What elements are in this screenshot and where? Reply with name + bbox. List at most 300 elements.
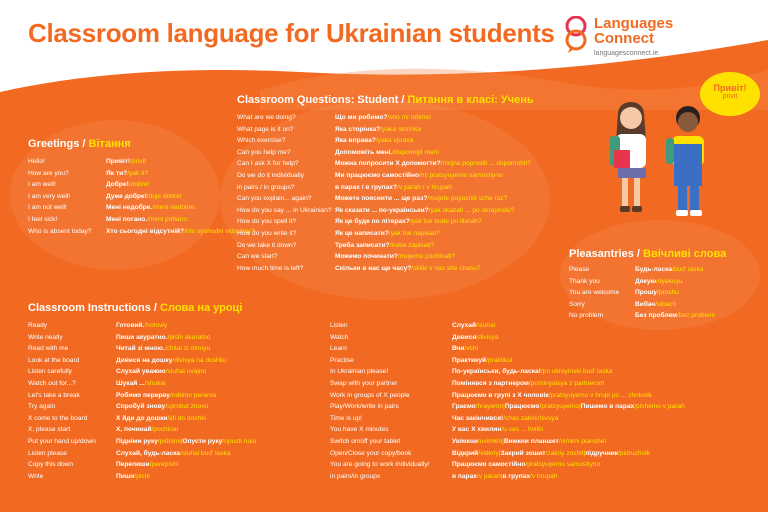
ukrainian-phrase: Яка сторінка? bbox=[335, 125, 381, 133]
ukrainian-phrase: Опусти руку bbox=[182, 437, 223, 445]
separator: / bbox=[134, 472, 137, 480]
transliteration: v parah bbox=[478, 472, 501, 480]
english-phrase: Listen carefully bbox=[28, 368, 72, 376]
ukrainian-phrase: Працюємо в групі з Х чоловік bbox=[452, 391, 549, 399]
transliteration: sluhai bud' laska bbox=[181, 449, 231, 457]
ukrainian-phrase: Як це написати? bbox=[335, 229, 389, 237]
girl-figure bbox=[610, 102, 646, 212]
separator: / bbox=[464, 345, 467, 353]
transliteration: duje dobre! bbox=[148, 192, 182, 200]
separator: / bbox=[501, 426, 504, 434]
transliteration: idi do doshki bbox=[169, 414, 206, 422]
english-phrase: Time is up! bbox=[330, 414, 362, 422]
transliteration: pidnimi bbox=[159, 437, 181, 445]
transliteration: pidruchnik bbox=[619, 449, 650, 457]
separator: / bbox=[130, 158, 132, 165]
transliteration: vimkni planshet bbox=[560, 437, 607, 445]
separator: / bbox=[392, 148, 395, 156]
english-phrase: Write neatly bbox=[28, 333, 63, 341]
transliteration: chas zakinchivsya bbox=[505, 414, 559, 422]
english-phrase: Put your hand up/down bbox=[28, 437, 96, 445]
ukrainian-phrase: Треба записати? bbox=[335, 241, 390, 249]
list-item bbox=[28, 343, 328, 355]
english-phrase: Which exercise? bbox=[237, 137, 286, 145]
english-phrase: Switch on/off your tablet bbox=[330, 437, 401, 445]
english-phrase: X come to the board bbox=[28, 414, 88, 422]
instructions-list-right bbox=[330, 320, 760, 482]
list-item bbox=[237, 263, 577, 275]
transliteration: hrayemo bbox=[477, 403, 504, 411]
ukrainian-phrase: Можете пояснити ... ще раз? bbox=[335, 195, 428, 203]
list-item bbox=[28, 202, 233, 214]
separator: / bbox=[618, 449, 620, 457]
separator: / bbox=[387, 114, 390, 121]
list-item bbox=[28, 156, 233, 168]
separator: / bbox=[548, 391, 551, 399]
transliteration: yak ti? bbox=[129, 169, 149, 177]
english-phrase: Learn bbox=[330, 345, 347, 353]
english-phrase: Sorry bbox=[569, 300, 585, 308]
list-item bbox=[237, 158, 577, 170]
ukrainian-phrase: Прошу bbox=[635, 289, 657, 297]
ukrainian-phrase: Скільки в нас ще часу? bbox=[335, 264, 412, 272]
transliteration: pishemo v parah bbox=[636, 403, 685, 411]
separator: / bbox=[127, 169, 130, 177]
transliteration: mojna poprositi ... dopomohti? bbox=[442, 160, 531, 168]
separator: / bbox=[656, 289, 659, 297]
separator: / bbox=[164, 345, 167, 353]
english-phrase: Watch out for...? bbox=[28, 379, 76, 387]
separator: / bbox=[128, 181, 131, 189]
english-phrase: How much time is left? bbox=[237, 264, 304, 272]
separator: / bbox=[486, 356, 488, 364]
english-phrase: Play/Work/write in pairs bbox=[330, 403, 399, 411]
ukrainian-phrase: Мені недобре. bbox=[106, 204, 153, 212]
english-phrase: Copy this down bbox=[28, 461, 74, 469]
pleasantries-title: Pleasantries / Ввічливі слова bbox=[569, 248, 727, 260]
separator: / bbox=[655, 300, 658, 308]
transliteration: bez problem bbox=[678, 312, 716, 320]
english-phrase: What page is it on? bbox=[237, 125, 294, 133]
list-item bbox=[237, 216, 577, 228]
ukrainian-phrase: Як це буде по літерах? bbox=[335, 218, 410, 226]
list-item bbox=[28, 471, 328, 483]
list-item bbox=[237, 112, 577, 124]
ukrainian-phrase: Робимо перерву bbox=[116, 391, 170, 399]
ukrainian-phrase: Як ти? bbox=[106, 169, 128, 177]
ukrainian-phrase: Допоможіть мені. bbox=[335, 148, 393, 156]
list-item bbox=[28, 179, 233, 191]
separator: / bbox=[476, 322, 478, 329]
english-phrase: Open/Close your copy/book bbox=[330, 449, 412, 457]
separator: / bbox=[545, 449, 548, 457]
list-item bbox=[28, 168, 233, 180]
ukrainian-phrase: Привіт! bbox=[106, 158, 131, 165]
ukrainian-phrase: Без проблем bbox=[635, 312, 678, 320]
separator: / bbox=[478, 449, 481, 457]
ukrainian-phrase: Закрий зошит bbox=[500, 449, 546, 457]
transliteration: dobre! bbox=[130, 181, 150, 189]
english-phrase: In Ukrainian please! bbox=[330, 368, 389, 376]
ukrainian-phrase: підручник bbox=[585, 449, 619, 457]
list-item bbox=[237, 170, 577, 182]
list-item-continued bbox=[330, 471, 760, 483]
transliteration: uvimkni bbox=[479, 437, 503, 445]
speech-bubble: Привіт! privit bbox=[700, 72, 760, 116]
list-item bbox=[28, 401, 328, 413]
list-item bbox=[330, 332, 760, 344]
english-phrase: How do you spell it? bbox=[237, 218, 297, 226]
list-item bbox=[237, 135, 577, 147]
separator: / bbox=[157, 437, 160, 445]
list-item bbox=[330, 401, 760, 413]
list-item bbox=[330, 413, 760, 425]
transliteration: meni nedobre. bbox=[154, 204, 197, 212]
english-phrase: You are welcome bbox=[569, 289, 620, 297]
separator: / bbox=[476, 333, 479, 341]
list-item bbox=[237, 205, 577, 217]
ukrainian-phrase: Х, починай bbox=[116, 426, 152, 434]
transliteration: mojemo pochinati? bbox=[399, 253, 456, 261]
list-item bbox=[28, 424, 328, 436]
list-item bbox=[28, 191, 233, 203]
english-phrase: You have X minutes bbox=[330, 426, 389, 434]
list-item bbox=[28, 413, 328, 425]
ukrainian-phrase: Готовий. bbox=[116, 322, 145, 329]
ukrainian-phrase: Пишемо в парах bbox=[580, 403, 635, 411]
ukrainian-phrase: Добре! bbox=[106, 181, 129, 189]
transliteration: vchi bbox=[466, 345, 478, 353]
ukrainian-phrase: Підніми руку bbox=[116, 437, 158, 445]
english-phrase: Write bbox=[28, 472, 44, 480]
separator: / bbox=[165, 403, 168, 411]
ukrainian-phrase: Вимкни планшет bbox=[503, 437, 559, 445]
english-phrase: Thank you bbox=[569, 277, 600, 285]
english-phrase: in pairs/in groups bbox=[330, 472, 381, 480]
ukrainian-phrase: Дивися bbox=[452, 333, 477, 341]
transliteration: pratsyuyemo samostiyno bbox=[527, 461, 601, 469]
questions-title: Classroom Questions: Student / Питання в класі: Учень bbox=[237, 94, 534, 106]
english-phrase: in pairs / in groups? bbox=[237, 183, 295, 191]
transliteration: mi pratsyuyemo samostiyno bbox=[420, 171, 503, 179]
transliteration: robimo pererva bbox=[171, 391, 217, 399]
ukrainian-phrase: Працюємо самостійно bbox=[452, 461, 526, 469]
transliteration: dyakuyu bbox=[658, 277, 683, 285]
logo bbox=[564, 14, 714, 64]
transliteration: dopomojit meni bbox=[394, 148, 439, 156]
transliteration: treba zapisati? bbox=[391, 241, 435, 249]
transliteration: privit bbox=[131, 158, 146, 165]
separator: | bbox=[500, 472, 503, 480]
english-phrase: I am very well! bbox=[28, 192, 71, 200]
english-phrase: Listen bbox=[330, 322, 348, 329]
transliteration: praktikui bbox=[487, 356, 513, 364]
transliteration: v parah / v hrupah bbox=[398, 183, 452, 191]
separator: / bbox=[144, 322, 147, 329]
list-item bbox=[28, 214, 233, 226]
separator: / bbox=[380, 125, 383, 133]
ukrainian-phrase: Мені погано. bbox=[106, 215, 148, 223]
ukrainian-phrase: Граємо bbox=[452, 403, 476, 411]
transliteration: divisya bbox=[478, 333, 499, 341]
students-illustration bbox=[596, 96, 726, 226]
english-phrase: You are going to work individually/ bbox=[330, 461, 430, 469]
transliteration: shukai bbox=[146, 379, 166, 387]
ukrainian-phrase: Слухай, будь-ласка bbox=[116, 449, 181, 457]
transliteration: sho mi robimo bbox=[389, 114, 431, 121]
separator: / bbox=[172, 356, 175, 364]
transliteration: yak tse bude po literah? bbox=[411, 218, 482, 226]
transliteration: bud' laska bbox=[673, 266, 704, 273]
english-phrase: Do we take it down? bbox=[237, 241, 297, 249]
separator: / bbox=[440, 160, 443, 168]
list-item bbox=[28, 448, 328, 460]
ukrainian-phrase: По-українськи, будь-ласка! bbox=[452, 368, 541, 376]
separator: / bbox=[528, 379, 531, 387]
english-phrase: Can we start? bbox=[237, 253, 278, 261]
list-item bbox=[28, 436, 328, 448]
list-item bbox=[237, 240, 577, 252]
list-item bbox=[330, 459, 760, 471]
transliteration: pochinai bbox=[153, 426, 178, 434]
english-phrase: Do we do it individually bbox=[237, 171, 305, 179]
separator: / bbox=[428, 206, 431, 214]
transliteration: pratsyuyemo bbox=[541, 403, 580, 411]
transliteration: u vas ... hvilin bbox=[503, 426, 544, 434]
separator: | bbox=[583, 449, 586, 457]
separator: / bbox=[634, 403, 637, 411]
separator: / bbox=[152, 204, 155, 212]
list-item bbox=[330, 366, 760, 378]
separator: / bbox=[184, 227, 186, 235]
transliteration: pratsyuyemo v hrupi po ... cholovik bbox=[550, 391, 653, 399]
separator: / bbox=[525, 461, 528, 469]
ukrainian-phrase: Х йди до дошки bbox=[116, 414, 168, 422]
ukrainian-phrase: Дуже добре! bbox=[106, 192, 147, 200]
english-phrase: Swap with your partner bbox=[330, 379, 398, 387]
separator: / bbox=[558, 437, 561, 445]
transliteration: sluhai uvajno bbox=[167, 368, 207, 376]
transliteration: po ukrayinski bud' laska bbox=[542, 368, 613, 376]
list-item bbox=[28, 378, 328, 390]
ukrainian-phrase: Пиши bbox=[116, 472, 135, 480]
list-item bbox=[569, 287, 759, 299]
transliteration: mojete poyasniti sche raz? bbox=[429, 195, 508, 203]
english-phrase: Watch bbox=[330, 333, 349, 341]
ukrainian-phrase: Перепиши bbox=[116, 461, 150, 469]
english-phrase: How do you write it? bbox=[237, 229, 297, 237]
transliteration: pominyaisya z partnerom bbox=[530, 379, 605, 387]
transliteration: skilki v nas she chasu? bbox=[413, 264, 481, 272]
transliteration: zakriy zoshit bbox=[547, 449, 584, 457]
ukrainian-phrase: Дякую bbox=[635, 277, 657, 285]
separator: / bbox=[540, 368, 543, 376]
transliteration: yaka vprava bbox=[377, 137, 414, 145]
ukrainian-phrase: Практикуй bbox=[452, 356, 487, 364]
separator: / bbox=[144, 379, 147, 387]
english-phrase: Can I ask X for help? bbox=[237, 160, 299, 168]
transliteration: vibach bbox=[657, 300, 677, 308]
list-item bbox=[569, 299, 759, 311]
separator: / bbox=[167, 414, 170, 422]
separator: / bbox=[418, 171, 421, 179]
list-item bbox=[330, 355, 760, 367]
separator: / bbox=[672, 266, 674, 273]
transliteration: proshu bbox=[658, 289, 679, 297]
separator: / bbox=[427, 195, 430, 203]
boy-figure bbox=[666, 106, 704, 216]
pleasantries-list bbox=[569, 264, 759, 322]
ukrainian-phrase: Пиши акуратно. bbox=[116, 333, 168, 341]
english-phrase: Let's take a break bbox=[28, 391, 80, 399]
separator: / bbox=[375, 137, 378, 145]
logo-wordmark: Languages Connect bbox=[594, 15, 674, 47]
transliteration: hotoviy bbox=[146, 322, 168, 329]
ukrainian-phrase: Шукай ... bbox=[116, 379, 145, 387]
english-phrase: Hello! bbox=[28, 158, 45, 165]
separator: | bbox=[180, 437, 183, 445]
separator: / bbox=[396, 183, 399, 191]
english-phrase: X, please start bbox=[28, 426, 71, 434]
ukrainian-phrase: Можемо починати? bbox=[335, 253, 398, 261]
english-phrase: I am not well! bbox=[28, 204, 67, 212]
instructions-list-left bbox=[28, 320, 328, 482]
ukrainian-phrase: Можна попросити Х допомогти? bbox=[335, 160, 441, 168]
transliteration: yaka storinka bbox=[382, 125, 421, 133]
greetings-title: Greetings / Вітання bbox=[28, 138, 131, 150]
ukrainian-phrase: Відкрий bbox=[452, 449, 479, 457]
list-item bbox=[237, 251, 577, 263]
ukrainian-phrase: Що ми робимо? bbox=[335, 114, 388, 121]
ukrainian-phrase: Читай зі мною. bbox=[116, 345, 165, 353]
separator: / bbox=[146, 192, 149, 200]
questions-list bbox=[237, 112, 577, 274]
list-item bbox=[28, 320, 328, 332]
ukrainian-phrase: Будь-ласка bbox=[635, 266, 673, 273]
ukrainian-phrase: Хто сьогодні відсутній? bbox=[106, 227, 185, 235]
transliteration: sprobui znovu bbox=[167, 403, 209, 411]
separator: / bbox=[165, 368, 168, 376]
english-phrase: Can you help me? bbox=[237, 148, 291, 156]
ukrainian-phrase: Вибач bbox=[635, 300, 656, 308]
list-item bbox=[569, 276, 759, 288]
transliteration: meni pohano. bbox=[148, 215, 189, 223]
transliteration: pishi bbox=[136, 472, 150, 480]
transliteration: divisya na doshku bbox=[174, 356, 227, 364]
separator: / bbox=[530, 472, 532, 480]
separator: / bbox=[222, 437, 225, 445]
list-item bbox=[330, 448, 760, 460]
ukrainian-phrase: в групах bbox=[502, 472, 531, 480]
separator: / bbox=[180, 449, 182, 457]
list-item bbox=[330, 343, 760, 355]
separator: / bbox=[503, 414, 506, 422]
separator: / bbox=[149, 461, 152, 469]
english-phrase: Who is absent today? bbox=[28, 227, 92, 235]
english-phrase: No problem bbox=[569, 312, 604, 320]
logo-icon bbox=[564, 16, 590, 54]
separator: / bbox=[411, 264, 414, 272]
separator: / bbox=[389, 241, 392, 249]
separator: / bbox=[476, 472, 479, 480]
transliteration: v hrupah bbox=[531, 472, 558, 480]
list-item bbox=[569, 264, 759, 276]
list-item-continued bbox=[237, 182, 577, 194]
english-phrase: How do you say ... in Ukrainian? bbox=[237, 206, 332, 214]
logo-url: languagesconnect.ie bbox=[594, 50, 659, 57]
transliteration: sluhai bbox=[477, 322, 496, 329]
separator: / bbox=[539, 403, 542, 411]
list-item bbox=[330, 424, 760, 436]
transliteration: chitai zi mnoyu bbox=[166, 345, 211, 353]
transliteration: pishi akuratno bbox=[169, 333, 211, 341]
transliteration: perepishi bbox=[151, 461, 179, 469]
separator: / bbox=[147, 215, 149, 223]
list-item bbox=[28, 226, 255, 238]
list-item bbox=[330, 320, 760, 332]
instructions-title: Classroom Instructions / Слова на уроці bbox=[28, 302, 243, 314]
separator: | bbox=[503, 403, 505, 411]
transliteration: vidkriy bbox=[480, 449, 499, 457]
ukrainian-phrase: Спробуй знову bbox=[116, 403, 166, 411]
english-phrase: I am well! bbox=[28, 181, 56, 189]
ukrainian-phrase: Слухай bbox=[452, 322, 476, 329]
separator: / bbox=[169, 391, 172, 399]
list-item bbox=[330, 378, 760, 390]
separator: / bbox=[409, 218, 412, 226]
list-item bbox=[237, 228, 577, 240]
ukrainian-phrase: Час закінчився! bbox=[452, 414, 504, 422]
ukrainian-phrase: У вас Х хвилин bbox=[452, 426, 502, 434]
separator: / bbox=[167, 333, 170, 341]
list-item bbox=[28, 459, 328, 471]
ukrainian-phrase: Як сказати ... по-українськи? bbox=[335, 206, 429, 214]
transliteration: yak skazati ... po ukrayinski? bbox=[430, 206, 515, 214]
list-item bbox=[330, 390, 760, 402]
list-item bbox=[28, 390, 328, 402]
english-phrase: Look at the board bbox=[28, 356, 80, 364]
english-phrase: Practise bbox=[330, 356, 354, 364]
separator: / bbox=[151, 426, 154, 434]
separator: / bbox=[656, 277, 658, 285]
separator: | bbox=[502, 437, 504, 445]
ukrainian-phrase: Працюємо bbox=[504, 403, 540, 411]
separator: | bbox=[498, 449, 501, 457]
list-item bbox=[28, 355, 328, 367]
english-phrase: How are you? bbox=[28, 169, 69, 177]
english-phrase: Try again bbox=[28, 403, 56, 411]
transliteration: yak tse napisati? bbox=[390, 229, 440, 237]
ukrainian-phrase: Яка вправа? bbox=[335, 137, 376, 145]
ukrainian-phrase: Вчи bbox=[452, 345, 465, 353]
ukrainian-phrase: Помінявся з партнером bbox=[452, 379, 529, 387]
list-item bbox=[330, 436, 760, 448]
separator: / bbox=[475, 403, 478, 411]
list-item bbox=[28, 332, 328, 344]
separator: / bbox=[397, 253, 400, 261]
ukrainian-phrase: Ми працюємо самостійно bbox=[335, 171, 419, 179]
ukrainian-phrase: Дивися на дошку bbox=[116, 356, 173, 364]
separator: | bbox=[579, 403, 581, 411]
page-title: Classroom language for Ukrainian students bbox=[28, 18, 555, 48]
english-phrase: What are we doing? bbox=[237, 114, 296, 121]
list-item bbox=[237, 147, 577, 159]
ukrainian-phrase: в парах / в групах? bbox=[335, 183, 397, 191]
transliteration: hto syohodni vidsutniy? bbox=[185, 227, 255, 235]
separator: / bbox=[388, 229, 391, 237]
english-phrase: Can you explain... again? bbox=[237, 195, 312, 203]
english-phrase: Read with me bbox=[28, 345, 69, 353]
